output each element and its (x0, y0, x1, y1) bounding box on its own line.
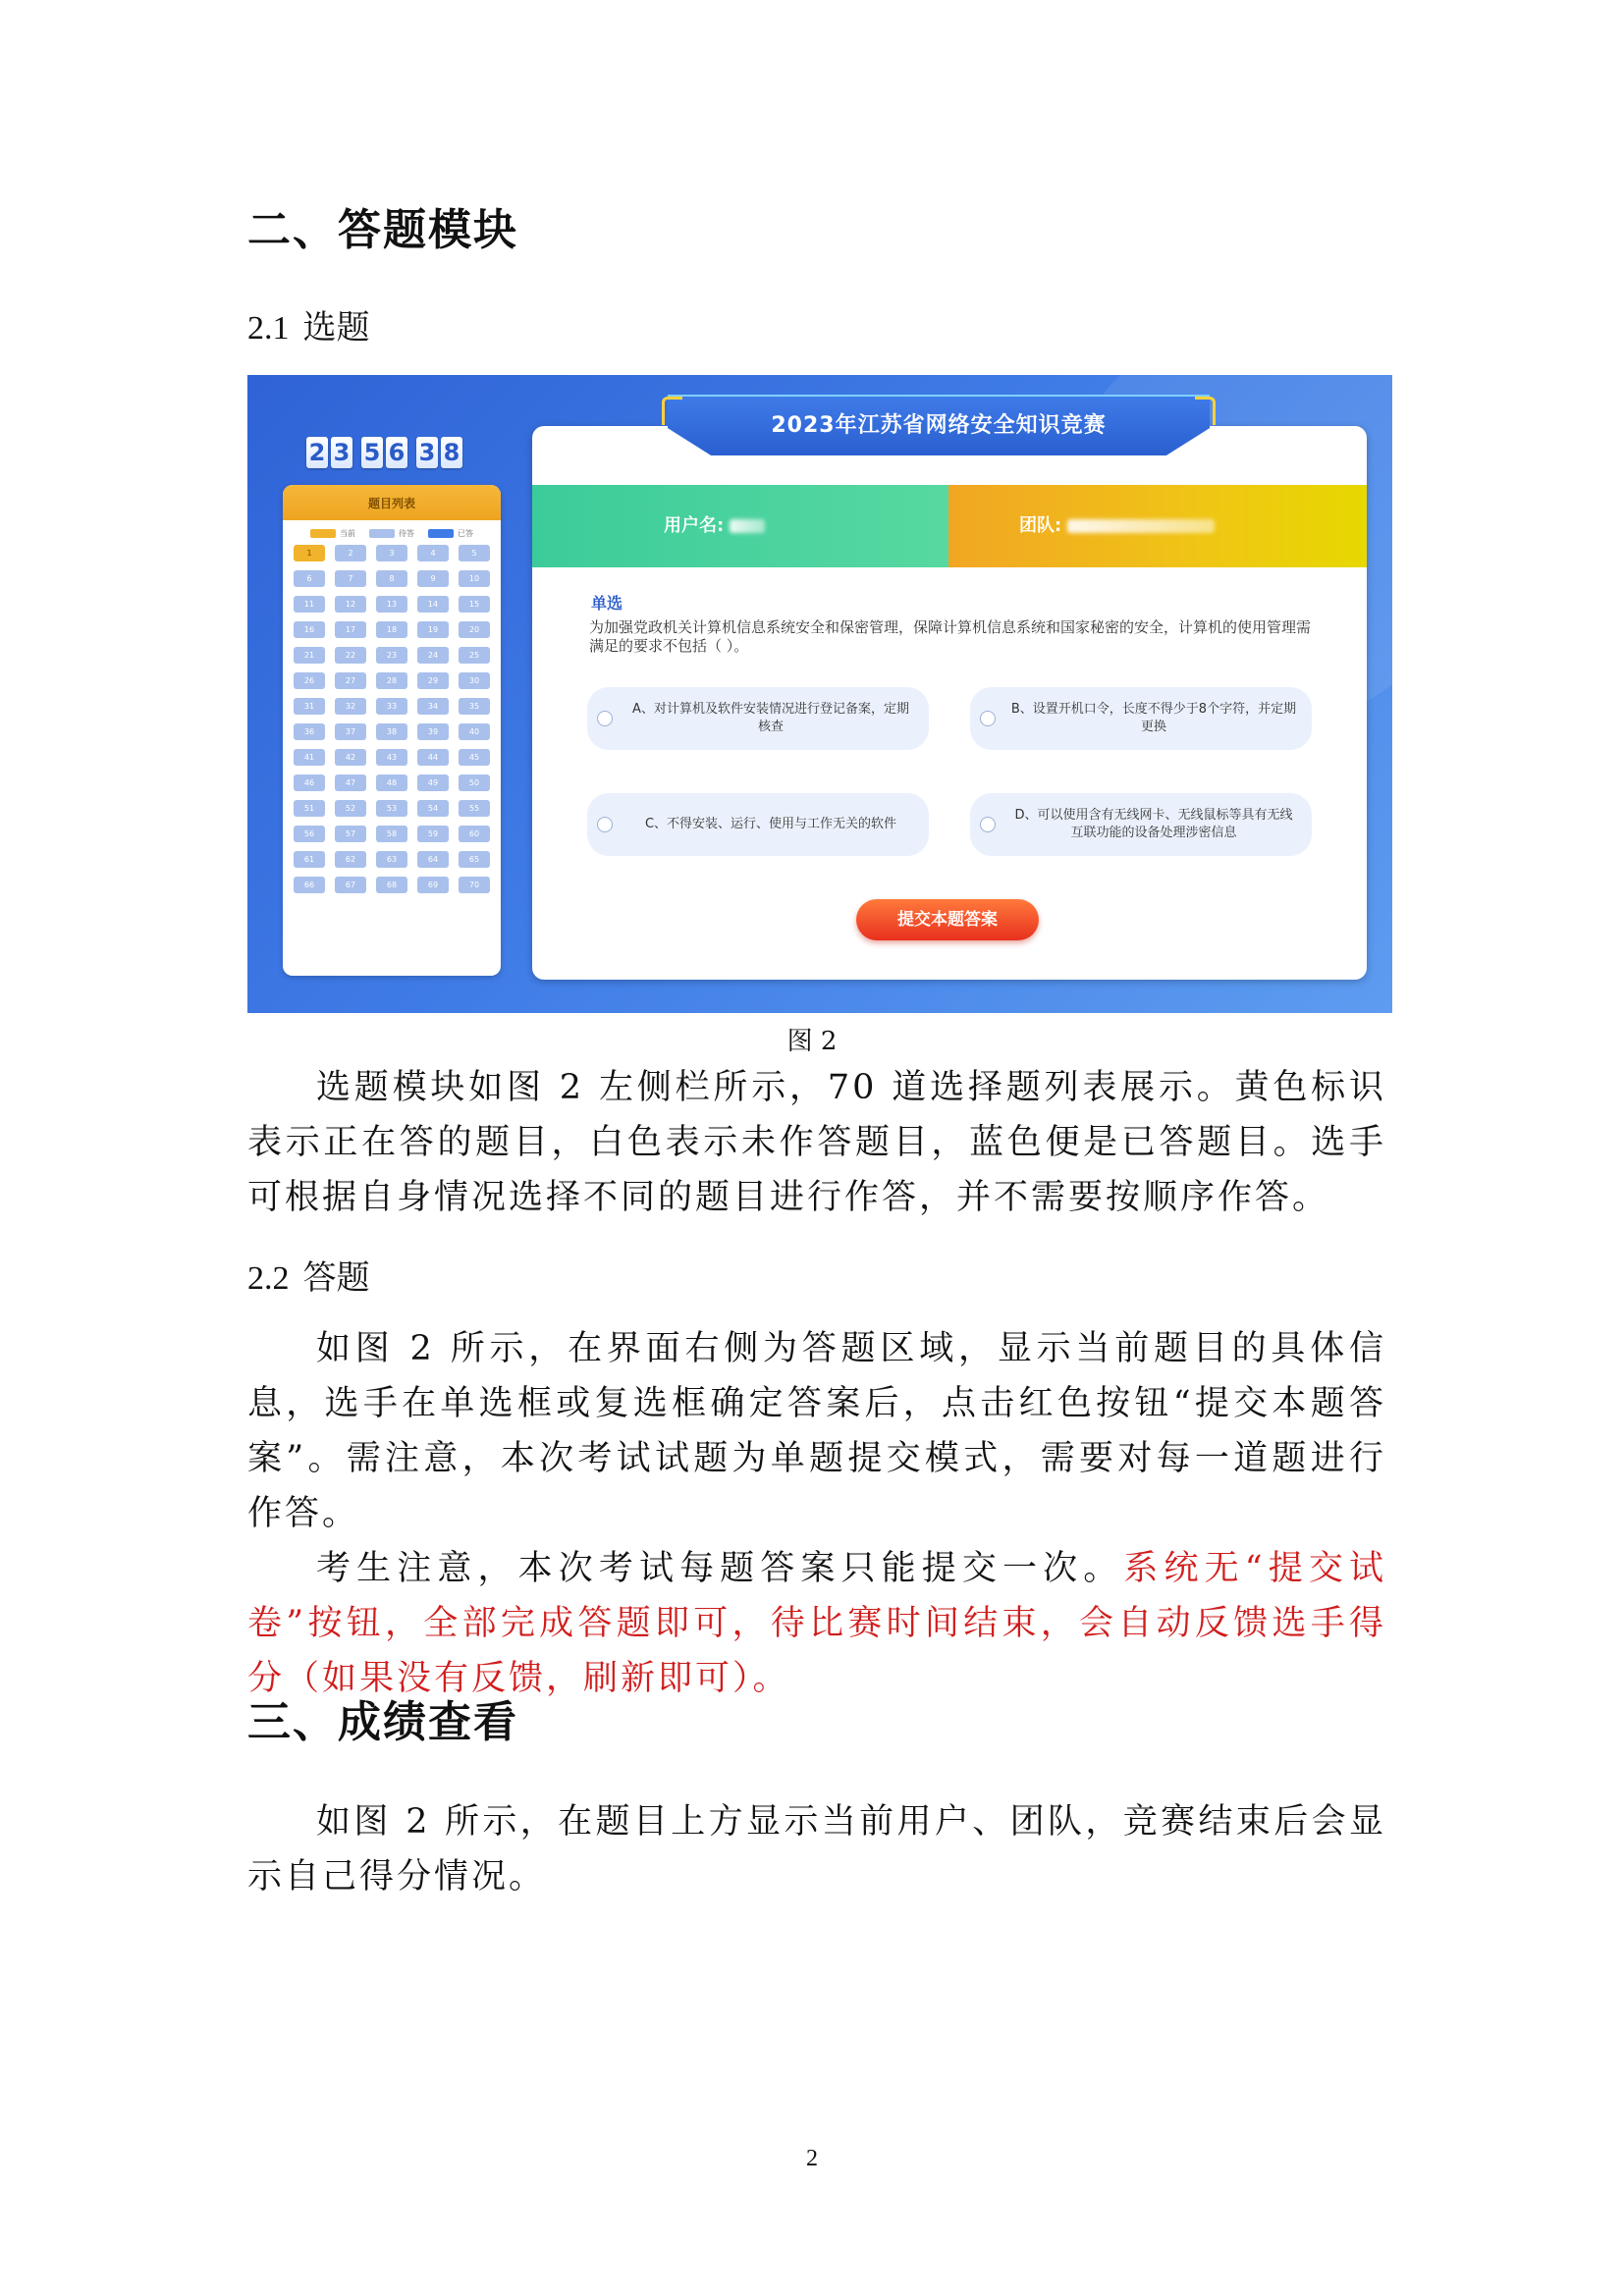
question-cell[interactable]: 39 (417, 723, 449, 740)
question-cell[interactable]: 40 (459, 723, 490, 740)
question-cell[interactable]: 54 (417, 800, 449, 817)
question-cell[interactable]: 8 (376, 570, 407, 587)
notice-warning: 系统无“提交试卷”按钮，全部完成答题即可，待比赛时间结束，会自动反馈选手得分（如果没有反馈，刷新即可）。 (247, 1549, 1386, 1698)
question-cell[interactable]: 15 (459, 596, 490, 613)
section-heading-answering: 二、答题模块 (247, 205, 518, 255)
page-number: 2 (806, 2146, 818, 2171)
answer-panel (532, 426, 1367, 980)
figure-caption: 图 2 (786, 1027, 838, 1056)
question-cell[interactable]: 56 (294, 826, 325, 842)
paragraph-text: 选题模块如图 2 左侧栏所示，70 道选择题列表展示。黄色标识表示正在答的题目，白色表示未作答题目，蓝色便是已答题目。选手可根据自身情况选择不同的题目进行作答，并不需要按顺序作答。 (247, 1068, 1386, 1217)
question-cell[interactable]: 34 (417, 698, 449, 715)
question-cell[interactable]: 19 (417, 621, 449, 638)
subheading-number: 2.2 (247, 1260, 290, 1297)
question-cell[interactable]: 65 (459, 851, 490, 868)
timer-digit: 8 (441, 437, 462, 468)
question-cell[interactable]: 27 (335, 672, 366, 689)
timer-digit: 3 (331, 437, 352, 468)
team-info (948, 485, 1367, 567)
question-cell[interactable]: 26 (294, 672, 325, 689)
user-info (532, 485, 948, 567)
swatch-current (310, 529, 336, 538)
figure-screenshot (247, 375, 1392, 1013)
question-cell[interactable]: 25 (459, 647, 490, 664)
legend-current (310, 528, 355, 539)
paragraph-text: 如图 2 所示，在界面右侧为答题区域，显示当前题目的具体信息，选手在单选框或复选框确定答案后，点击红色按钮“提交本题答案”。需注意，本次考试试题为单题提交模式，需要对每一道题进行作答。 (247, 1329, 1386, 1533)
question-cell[interactable]: 59 (417, 826, 449, 842)
question-cell[interactable]: 33 (376, 698, 407, 715)
user-team-bar (532, 485, 1367, 567)
paragraph-answer-desc (247, 1321, 1386, 1706)
question-cell[interactable]: 55 (459, 800, 490, 817)
question-cell[interactable]: 47 (335, 774, 366, 791)
swatch-pending (369, 529, 395, 538)
legend-pending (369, 528, 414, 539)
subheading-title: 选题 (302, 308, 370, 347)
question-cell[interactable]: 60 (459, 826, 490, 842)
legend-answered (428, 528, 473, 539)
subheading-select (247, 300, 370, 348)
question-cell[interactable]: 1 (294, 545, 325, 561)
question-cell[interactable]: 28 (376, 672, 407, 689)
status-legend (283, 528, 501, 539)
question-cell[interactable]: 42 (335, 749, 366, 766)
question-cell[interactable]: 30 (459, 672, 490, 689)
subheading-title: 答题 (302, 1258, 370, 1298)
radio-icon[interactable] (980, 711, 996, 726)
question-cell[interactable]: 61 (294, 851, 325, 868)
question-cell[interactable]: 53 (376, 800, 407, 817)
question-cell[interactable]: 20 (459, 621, 490, 638)
submit-answer-button[interactable]: 提交本题答案 (856, 899, 1039, 940)
swatch-answered (428, 529, 454, 538)
timer-digit: 5 (361, 437, 383, 468)
competition-banner (668, 395, 1210, 459)
question-cell[interactable]: 36 (294, 723, 325, 740)
question-type: 单选 (591, 594, 623, 613)
question-cell[interactable]: 46 (294, 774, 325, 791)
question-cell[interactable]: 70 (459, 877, 490, 893)
user-label: 用户名: (664, 515, 725, 536)
question-cell[interactable]: 3 (376, 545, 407, 561)
legend-label: 已答 (458, 529, 473, 538)
option-text: A、对计算机及软件安装情况进行登记备案，定期核查 (632, 702, 909, 734)
option-b[interactable] (970, 687, 1312, 750)
question-cell[interactable]: 49 (417, 774, 449, 791)
question-cell[interactable]: 50 (459, 774, 490, 791)
question-list-sidebar (283, 485, 501, 976)
question-cell[interactable]: 58 (376, 826, 407, 842)
timer-digit: 3 (416, 437, 438, 468)
question-cell[interactable]: 68 (376, 877, 407, 893)
option-text: B、设置开机口令，长度不得少于8个字符，并定期更换 (1010, 702, 1297, 734)
radio-icon[interactable] (597, 711, 613, 726)
option-a[interactable] (587, 687, 929, 750)
paragraph-select-desc (247, 1060, 1386, 1225)
paragraph-text: 如图 2 所示，在题目上方显示当前用户、团队，竞赛结束后会显示自己得分情况。 (247, 1802, 1386, 1896)
question-cell[interactable]: 38 (376, 723, 407, 740)
radio-icon[interactable] (597, 817, 613, 832)
question-grid (283, 545, 501, 893)
question-cell[interactable]: 12 (335, 596, 366, 613)
question-cell[interactable]: 4 (417, 545, 449, 561)
question-cell[interactable]: 45 (459, 749, 490, 766)
question-cell[interactable]: 18 (376, 621, 407, 638)
sidebar-title: 题目列表 (283, 485, 501, 520)
question-cell[interactable]: 51 (294, 800, 325, 817)
question-cell[interactable]: 43 (376, 749, 407, 766)
banner-title: 2023年江苏省网络安全知识竞赛 (771, 413, 1107, 438)
question-cell[interactable]: 67 (335, 877, 366, 893)
question-cell[interactable]: 44 (417, 749, 449, 766)
question-cell[interactable]: 22 (335, 647, 366, 664)
question-cell[interactable]: 17 (335, 621, 366, 638)
question-cell[interactable]: 35 (459, 698, 490, 715)
radio-icon[interactable] (980, 817, 996, 832)
question-cell[interactable]: 6 (294, 570, 325, 587)
paragraph-notice (247, 1541, 1386, 1706)
question-cell[interactable]: 37 (335, 723, 366, 740)
question-cell[interactable]: 62 (335, 851, 366, 868)
timer-digit: 6 (386, 437, 407, 468)
question-cell[interactable]: 31 (294, 698, 325, 715)
team-label: 团队: (1019, 515, 1062, 536)
question-cell[interactable]: 13 (376, 596, 407, 613)
question-cell[interactable]: 11 (294, 596, 325, 613)
question-cell[interactable]: 7 (335, 570, 366, 587)
question-cell[interactable]: 66 (294, 877, 325, 893)
question-cell[interactable]: 10 (459, 570, 490, 587)
question-cell[interactable]: 41 (294, 749, 325, 766)
timer-digit: 2 (306, 437, 328, 468)
countdown-timer (306, 437, 462, 468)
question-cell[interactable]: 9 (417, 570, 449, 587)
question-cell[interactable]: 57 (335, 826, 366, 842)
legend-label: 待答 (399, 529, 414, 538)
subheading-number: 2.1 (247, 310, 290, 347)
question-text: 为加强党政机关计算机信息系统安全和保密管理，保障计算机信息系统和国家秘密的安全，计算机的使用管理需满足的要求不包括（ ）。 (589, 618, 1312, 655)
question-cell[interactable]: 69 (417, 877, 449, 893)
question-cell[interactable]: 23 (376, 647, 407, 664)
question-cell[interactable]: 29 (417, 672, 449, 689)
question-cell[interactable]: 48 (376, 774, 407, 791)
question-cell[interactable]: 16 (294, 621, 325, 638)
notice-text: 考生注意，本次考试每题答案只能提交一次。 (316, 1549, 1124, 1588)
subheading-answer (247, 1251, 370, 1299)
section-heading-score: 三、成绩查看 (247, 1697, 518, 1747)
option-text: C、不得安装、运行、使用与工作无关的软件 (644, 817, 897, 831)
question-cell[interactable]: 63 (376, 851, 407, 868)
legend-label: 当前 (340, 529, 355, 538)
redacted-team (1067, 519, 1215, 533)
option-c[interactable] (587, 793, 929, 856)
option-d[interactable] (970, 793, 1312, 856)
question-cell[interactable]: 5 (459, 545, 490, 561)
paragraph-score-desc (247, 1794, 1386, 1904)
question-cell[interactable]: 64 (417, 851, 449, 868)
option-text: D、可以使用含有无线网卡、无线鼠标等具有无线互联功能的设备处理涉密信息 (1014, 808, 1293, 840)
question-cell[interactable]: 14 (417, 596, 449, 613)
question-cell[interactable]: 2 (335, 545, 366, 561)
question-cell[interactable]: 52 (335, 800, 366, 817)
question-cell[interactable]: 32 (335, 698, 366, 715)
question-cell[interactable]: 24 (417, 647, 449, 664)
redacted-username (730, 519, 765, 533)
question-cell[interactable]: 21 (294, 647, 325, 664)
